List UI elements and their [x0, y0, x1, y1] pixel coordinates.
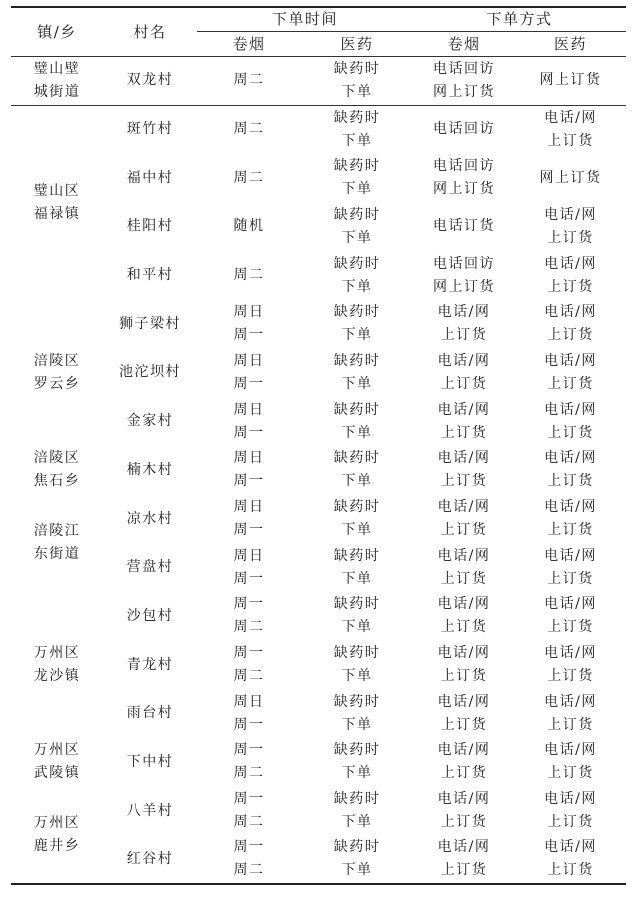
town-name-line: 万州区: [33, 645, 81, 662]
time-medicine-cell-line: 下单: [341, 473, 373, 490]
method-cigarette-cell-line: 上订货: [440, 765, 488, 782]
time-cigarette-cell-line: 周一: [233, 839, 265, 856]
time-medicine-cell: [301, 689, 413, 738]
method-medicine-cell-line: 网上订货: [539, 72, 602, 89]
method-cigarette-cell-line: 电话回访: [433, 158, 496, 175]
village-name-cell: 斑竹村: [103, 105, 197, 154]
time-medicine-cell-line: 下单: [341, 181, 373, 198]
method-cigarette-cell-line: 网上订货: [433, 181, 496, 198]
time-medicine-cell-line: 下单: [341, 814, 373, 831]
time-cigarette-cell-line: 周日: [233, 547, 265, 564]
method-cigarette-cell-line: 电话/网: [437, 304, 491, 321]
time-cigarette-cell-line: 周一: [233, 424, 265, 441]
method-medicine-cell-line: 上订货: [547, 229, 594, 246]
town-cell: [11, 105, 103, 300]
town-name-line: 万州区: [33, 742, 81, 759]
method-medicine-cell: [515, 203, 626, 252]
time-cigarette-cell: [197, 397, 301, 446]
time-medicine-cell-line: 下单: [341, 570, 373, 587]
ordering-schedule-table: [11, 6, 626, 885]
time-cigarette-cell-line: 周二: [233, 267, 265, 284]
time-medicine-cell-line: 下单: [341, 327, 373, 344]
time-cigarette-cell: [197, 787, 301, 836]
method-medicine-cell-line: 电话/网: [544, 401, 597, 418]
town-name-line: 龙沙镇: [33, 668, 81, 685]
method-medicine-cell: [515, 543, 626, 592]
method-cigarette-cell: [413, 592, 515, 641]
method-cigarette-cell-line: 电话回访: [433, 255, 496, 272]
time-cigarette-cell: [197, 349, 301, 398]
time-medicine-cell-line: 缺药时: [333, 255, 381, 272]
time-medicine-cell-line: 下单: [341, 83, 373, 100]
time-cigarette-cell-line: 周二: [233, 668, 265, 685]
time-medicine-cell-line: 缺药时: [333, 60, 381, 77]
method-cigarette-cell-line: 电话/网: [437, 401, 491, 418]
table-row: [11, 738, 626, 787]
time-medicine-cell: [301, 203, 413, 252]
time-cigarette-cell-line: 周一: [233, 375, 265, 392]
method-medicine-cell-line: 上订货: [547, 862, 594, 879]
method-cigarette-cell: [413, 495, 515, 544]
time-cigarette-cell-line: 周一: [233, 742, 265, 759]
time-medicine-cell-line: 缺药时: [333, 742, 381, 759]
town-name-line: 武陵镇: [33, 765, 81, 782]
town-cell: [11, 57, 103, 106]
method-cigarette-cell-line: 电话/网: [437, 839, 491, 856]
town-name-line: 罗云乡: [33, 375, 81, 392]
time-cigarette-cell: [197, 57, 301, 106]
method-cigarette-cell: [413, 57, 515, 106]
table-row: [11, 495, 626, 544]
village-name-cell: 和平村: [126, 267, 174, 284]
method-cigarette-cell-line: 上订货: [440, 862, 488, 879]
time-medicine-cell: [301, 57, 413, 106]
header-order-method: 下单方式: [413, 7, 626, 32]
method-medicine-cell-line: 电话/网: [544, 109, 597, 126]
village-name-cell: 青龙村: [126, 656, 174, 673]
table-row: [11, 105, 626, 154]
time-medicine-cell: [301, 641, 413, 690]
method-medicine-cell-line: 上订货: [547, 375, 594, 392]
village-name-cell: 桂阳村: [126, 218, 174, 235]
time-medicine-cell: [301, 154, 413, 203]
time-medicine-cell-line: 下单: [341, 229, 373, 246]
time-medicine-cell-line: 缺药时: [333, 352, 381, 369]
time-medicine-cell: [301, 300, 413, 349]
time-cigarette-cell-line: 周日: [233, 352, 265, 369]
method-medicine-cell-line: 电话/网: [544, 645, 597, 662]
header-method-cigarette: 卷烟: [413, 32, 515, 57]
method-cigarette-cell: [413, 787, 515, 836]
method-medicine-cell: [515, 57, 626, 106]
method-cigarette-cell-line: 上订货: [440, 570, 488, 587]
table-row: [11, 251, 626, 300]
village-name-cell: 红谷村: [103, 836, 197, 885]
method-medicine-cell: [515, 738, 626, 787]
method-medicine-cell-line: 上订货: [547, 765, 594, 782]
time-medicine-cell-line: 缺药时: [333, 401, 381, 418]
method-cigarette-cell-line: 上订货: [440, 473, 488, 490]
town-cell: [11, 300, 103, 446]
time-cigarette-cell-line: 周二: [233, 765, 265, 782]
village-name-cell: 营盘村: [126, 559, 174, 576]
method-cigarette-cell-line: 上订货: [440, 522, 488, 539]
method-medicine-cell-line: 上订货: [547, 473, 594, 490]
method-medicine-cell: [515, 446, 626, 495]
village-name-cell: 狮子梁村: [119, 315, 181, 332]
method-medicine-cell-line: 电话/网: [544, 499, 597, 516]
method-cigarette-cell-line: 上订货: [440, 716, 488, 733]
method-medicine-cell-line: 电话/网: [544, 352, 597, 369]
method-cigarette-cell-line: 上订货: [440, 814, 488, 831]
header-village: 村名: [103, 7, 197, 57]
method-medicine-cell: [515, 641, 626, 690]
method-medicine-cell-line: 电话/网: [544, 304, 597, 321]
village-name-cell: 金家村: [126, 413, 174, 430]
town-name-line: 福禄镇: [33, 205, 81, 222]
time-cigarette-cell: [197, 592, 301, 641]
time-medicine-cell-line: 下单: [341, 862, 373, 879]
town-name-line: 涪陵区: [33, 352, 81, 369]
method-medicine-cell-line: 上订货: [547, 132, 594, 149]
method-cigarette-cell-line: 电话/网: [437, 742, 491, 759]
time-cigarette-cell: [197, 251, 301, 300]
method-cigarette-cell-line: 上订货: [440, 375, 488, 392]
village-name-cell: 凉水村: [126, 510, 174, 527]
method-cigarette-cell: [413, 203, 515, 252]
method-cigarette-cell: [413, 543, 515, 592]
method-cigarette-cell: [413, 641, 515, 690]
time-cigarette-cell-line: 周一: [233, 596, 265, 613]
time-cigarette-cell: [197, 689, 301, 738]
method-medicine-cell: [515, 397, 626, 446]
method-medicine-cell: [515, 251, 626, 300]
method-medicine-cell-line: 上订货: [547, 814, 594, 831]
header-time-cigarette: 卷烟: [197, 32, 301, 57]
village-name-cell: 雨台村: [126, 705, 174, 722]
village-name-cell: 沙包村: [126, 607, 174, 624]
table-row: [11, 592, 626, 641]
town-name-line: 涪陵区: [33, 450, 81, 467]
method-cigarette-cell-line: 上订货: [440, 619, 488, 636]
method-cigarette-cell: [413, 154, 515, 203]
method-medicine-cell: [515, 105, 626, 154]
method-cigarette-cell-line: 电话/网: [437, 645, 491, 662]
method-cigarette-cell: [413, 105, 515, 154]
method-medicine-cell: [515, 787, 626, 836]
method-medicine-cell-line: 电话/网: [544, 255, 597, 272]
time-medicine-cell-line: 缺药时: [333, 158, 381, 175]
time-cigarette-cell: [197, 154, 301, 203]
time-cigarette-cell: [197, 641, 301, 690]
time-medicine-cell: [301, 495, 413, 544]
time-medicine-cell: [301, 251, 413, 300]
method-cigarette-cell: [413, 251, 515, 300]
time-medicine-cell-line: 缺药时: [333, 499, 381, 516]
method-medicine-cell: [515, 495, 626, 544]
time-medicine-cell-line: 下单: [341, 278, 373, 295]
village-name-cell: 池沱坝村: [119, 364, 181, 381]
village-name-cell: 双龙村: [126, 72, 174, 89]
town-name-line: 城街道: [33, 83, 81, 100]
method-cigarette-cell: [413, 349, 515, 398]
method-medicine-cell-line: 上订货: [547, 619, 594, 636]
method-cigarette-cell-line: 上订货: [440, 668, 488, 685]
table-row: [11, 543, 626, 592]
method-cigarette-cell-line: 电话回访: [433, 121, 496, 138]
method-medicine-cell: [515, 349, 626, 398]
method-cigarette-cell-line: 上订货: [440, 424, 488, 441]
town-cell: [11, 495, 103, 592]
time-cigarette-cell-line: 周二: [233, 121, 265, 138]
time-cigarette-cell-line: 周日: [233, 499, 265, 516]
time-cigarette-cell-line: 周一: [233, 522, 265, 539]
method-cigarette-cell-line: 电话回访: [433, 60, 496, 77]
time-medicine-cell-line: 下单: [341, 668, 373, 685]
method-cigarette-cell-line: 电话/网: [437, 596, 491, 613]
town-name-line: 璧山壁: [33, 60, 81, 77]
town-cell: [11, 738, 103, 787]
header-time-medicine: 医药: [301, 32, 413, 57]
time-medicine-cell: [301, 787, 413, 836]
method-medicine-cell-line: 电话/网: [544, 450, 597, 467]
time-cigarette-cell-line: 周一: [233, 791, 265, 808]
time-medicine-cell: [301, 543, 413, 592]
time-medicine-cell-line: 缺药时: [333, 693, 381, 710]
time-cigarette-cell: [197, 446, 301, 495]
time-medicine-cell: [301, 397, 413, 446]
time-medicine-cell-line: 缺药时: [333, 791, 381, 808]
method-cigarette-cell-line: 网上订货: [433, 278, 496, 295]
method-cigarette-cell-line: 电话/网: [437, 791, 491, 808]
table-row: [11, 300, 626, 349]
method-medicine-cell-line: 电话/网: [544, 791, 597, 808]
method-cigarette-cell-line: 网上订货: [433, 83, 496, 100]
table-row: [11, 397, 626, 446]
town-cell: [11, 446, 103, 495]
time-cigarette-cell-line: 周一: [233, 570, 265, 587]
village-name-cell: 福中村: [126, 169, 174, 186]
method-cigarette-cell-line: 电话/网: [437, 352, 491, 369]
method-medicine-cell-line: 电话/网: [544, 206, 597, 223]
time-cigarette-cell-line: 随机: [233, 218, 265, 235]
town-cell: [11, 787, 103, 884]
time-medicine-cell-line: 下单: [341, 424, 373, 441]
method-medicine-cell: [515, 300, 626, 349]
table-row: [11, 836, 626, 885]
method-medicine-cell-line: 上订货: [547, 522, 594, 539]
method-cigarette-cell: [413, 300, 515, 349]
time-medicine-cell-line: 缺药时: [333, 304, 381, 321]
method-medicine-cell-line: 电话/网: [544, 839, 597, 856]
town-name-line: 万州区: [33, 815, 81, 831]
table-body: [11, 57, 626, 885]
time-medicine-cell-line: 缺药时: [333, 206, 381, 223]
table-row: [11, 154, 626, 203]
time-medicine-cell-line: 缺药时: [333, 839, 381, 856]
town-name-line: 鹿井乡: [33, 838, 81, 854]
time-cigarette-cell-line: 周一: [233, 327, 265, 344]
time-cigarette-cell-line: 周二: [233, 72, 265, 89]
town-cell: [11, 592, 103, 738]
time-cigarette-cell-line: 周二: [233, 169, 265, 186]
town-name-line: 东街道: [33, 546, 81, 563]
method-medicine-cell-line: 电话/网: [544, 693, 597, 710]
time-cigarette-cell-line: 周二: [233, 862, 265, 879]
time-medicine-cell: [301, 105, 413, 154]
method-cigarette-cell-line: 上订货: [440, 327, 488, 344]
header-order-time: 下单时间: [197, 7, 413, 32]
town-name-line: 焦石乡: [33, 473, 81, 490]
table-row: [11, 787, 626, 836]
time-medicine-cell: [301, 836, 413, 885]
time-medicine-cell-line: 下单: [341, 716, 373, 733]
table-row: [11, 203, 626, 252]
town-name-line: 涪陵江: [33, 523, 81, 540]
time-medicine-cell-line: 缺药时: [333, 547, 381, 564]
time-cigarette-cell: [197, 203, 301, 252]
time-medicine-cell-line: 下单: [341, 375, 373, 392]
method-medicine-cell: [515, 592, 626, 641]
method-medicine-cell: [515, 154, 626, 203]
method-cigarette-cell-line: 电话订货: [433, 218, 496, 235]
village-name-cell: 八羊村: [126, 802, 174, 819]
method-cigarette-cell-line: 电话/网: [437, 693, 491, 710]
header-town: 镇/乡: [11, 7, 103, 57]
time-cigarette-cell-line: 周日: [233, 693, 265, 710]
method-medicine-cell-line: 上订货: [547, 278, 594, 295]
time-medicine-cell-line: 缺药时: [333, 450, 381, 467]
time-cigarette-cell: [197, 836, 301, 885]
time-cigarette-cell-line: 周一: [233, 473, 265, 490]
time-medicine-cell: [301, 349, 413, 398]
time-medicine-cell-line: 缺药时: [333, 645, 381, 662]
time-medicine-cell-line: 下单: [341, 619, 373, 636]
method-medicine-cell: [515, 689, 626, 738]
time-cigarette-cell-line: 周日: [233, 401, 265, 418]
time-cigarette-cell-line: 周二: [233, 619, 265, 636]
method-medicine-cell-line: 上订货: [547, 570, 594, 587]
method-medicine-cell-line: 上订货: [547, 716, 594, 733]
method-cigarette-cell: [413, 446, 515, 495]
method-cigarette-cell-line: 电话/网: [437, 450, 491, 467]
method-cigarette-cell: [413, 738, 515, 787]
time-medicine-cell: [301, 738, 413, 787]
table-row: [11, 349, 626, 398]
method-cigarette-cell-line: 电话/网: [437, 547, 491, 564]
village-name-cell: 楠木村: [126, 461, 174, 478]
header-method-medicine: 医药: [515, 32, 626, 57]
table-row: [11, 57, 626, 106]
time-cigarette-cell-line: 周一: [233, 716, 265, 733]
time-medicine-cell: [301, 592, 413, 641]
table-row: [11, 641, 626, 690]
time-medicine-cell-line: 下单: [341, 132, 373, 149]
time-cigarette-cell: [197, 543, 301, 592]
method-medicine-cell-line: 电话/网: [544, 742, 597, 759]
method-medicine-cell-line: 电话/网: [544, 547, 597, 564]
method-cigarette-cell: [413, 836, 515, 885]
time-cigarette-cell: [197, 738, 301, 787]
time-cigarette-cell-line: 周日: [233, 304, 265, 321]
method-cigarette-cell: [413, 689, 515, 738]
table-row: [11, 446, 626, 495]
time-cigarette-cell: [197, 105, 301, 154]
table-row: [11, 689, 626, 738]
time-cigarette-cell-line: 周二: [233, 814, 265, 831]
method-medicine-cell: [515, 836, 626, 885]
time-cigarette-cell: [197, 495, 301, 544]
method-medicine-cell-line: 网上订货: [539, 169, 602, 186]
method-medicine-cell-line: 上订货: [547, 668, 594, 685]
method-medicine-cell-line: 上订货: [547, 424, 594, 441]
method-cigarette-cell: [413, 397, 515, 446]
time-medicine-cell-line: 缺药时: [333, 596, 381, 613]
time-medicine-cell: [301, 446, 413, 495]
method-cigarette-cell-line: 电话/网: [437, 499, 491, 516]
town-name-line: 璧山区: [33, 182, 81, 199]
time-medicine-cell-line: 缺药时: [333, 109, 381, 126]
time-cigarette-cell: [197, 300, 301, 349]
village-name-cell: 下中村: [126, 753, 174, 770]
method-medicine-cell-line: 电话/网: [544, 596, 597, 613]
time-medicine-cell-line: 下单: [341, 765, 373, 782]
time-cigarette-cell-line: 周日: [233, 450, 265, 467]
method-medicine-cell-line: 上订货: [547, 327, 594, 344]
time-medicine-cell-line: 下单: [341, 522, 373, 539]
time-cigarette-cell-line: 周一: [233, 645, 265, 662]
